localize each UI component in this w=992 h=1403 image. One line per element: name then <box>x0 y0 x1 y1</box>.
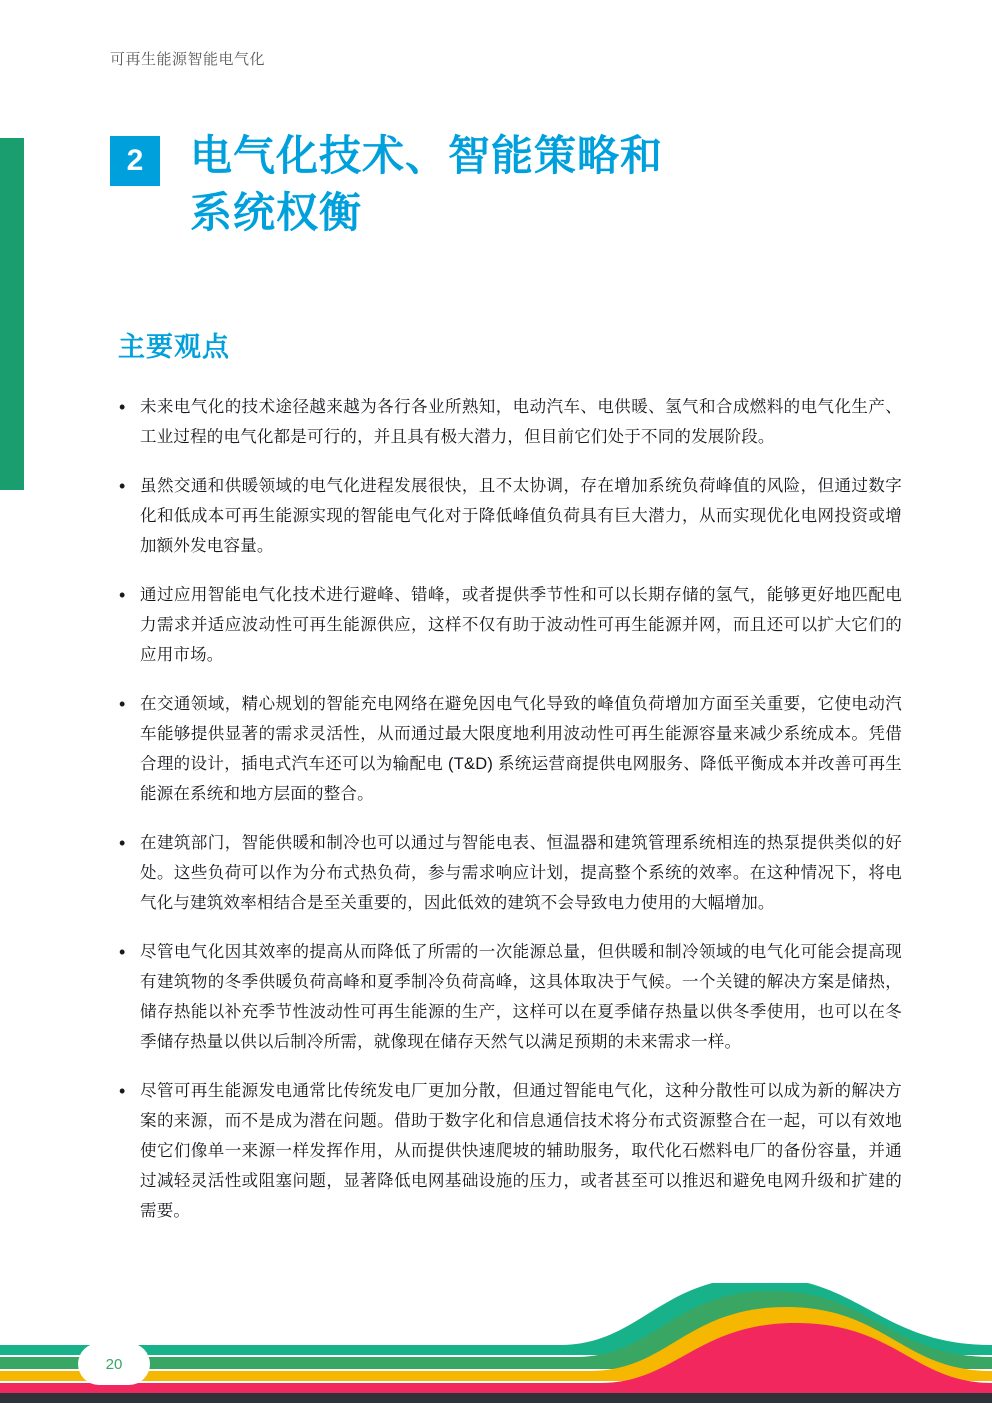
bullet-marker-icon: • <box>119 942 126 962</box>
list-item-text: 在建筑部门，智能供暖和制冷也可以通过与智能电表、恒温器和建筑管理系统相连的热泵提供类似的好处。这些负荷可以作为分布式热负荷，参与需求响应计划，提高整个系统的效率。在这种情况下，将电气化与建筑效率相结合是至关重要的，因此低效的建筑不会导致电力使用的大幅增加。 <box>140 834 902 912</box>
footer-decoration <box>0 1283 992 1403</box>
list-item <box>112 689 902 809</box>
left-accent-bar <box>0 138 24 490</box>
bullet-marker-icon: • <box>119 476 126 496</box>
list-item <box>112 392 902 452</box>
key-points-list <box>112 392 902 1245</box>
chapter-title-line-1: 电气化技术、智能策略和 <box>190 132 664 179</box>
chapter-title-line-2: 系统权衡 <box>190 188 363 236</box>
page-number: 20 <box>78 1343 150 1385</box>
list-item <box>112 937 902 1057</box>
running-header: 可再生能源智能电气化 <box>110 51 266 68</box>
list-item <box>112 1076 902 1226</box>
chapter-title <box>190 128 663 241</box>
chapter-heading <box>110 128 930 241</box>
chapter-number-badge: 2 <box>110 136 160 186</box>
list-item-text: 通过应用智能电气化技术进行避峰、错峰，或者提供季节性和可以长期存储的氢气，能够更好地匹配电力需求并适应波动性可再生能源供应，这样不仅有助于波动性可再生能源并网，而且还可以扩大它们的应用市场。 <box>140 586 902 664</box>
list-item <box>112 471 902 561</box>
list-item-text: 未来电气化的技术途径越来越为各行各业所熟知，电动汽车、电供暖、氢气和合成燃料的电气化生产、工业过程的电气化都是可行的，并且具有极大潜力，但目前它们处于不同的发展阶段。 <box>140 398 902 446</box>
footer-wave-graphic <box>0 1283 992 1403</box>
bullet-marker-icon: • <box>119 397 126 417</box>
list-item-text: 尽管电气化因其效率的提高从而降低了所需的一次能源总量，但供暖和制冷领域的电气化可能会提高现有建筑物的冬季供暖负荷高峰和夏季制冷负荷高峰，这具体取决于气候。一个关键的解决方案是储热，储存热能以补充季节性波动性可再生能源的生产，这样可以在夏季储存热量以供冬季使用，也可以在冬季储存热量以供以后制冷所需，就像现在储存天然气以满足预期的未来需求一样。 <box>140 943 902 1051</box>
bullet-marker-icon: • <box>119 1081 126 1101</box>
list-item-text: 虽然交通和供暖领域的电气化进程发展很快，且不太协调，存在增加系统负荷峰值的风险，但通过数字化和低成本可再生能源实现的智能电气化对于降低峰值负荷具有巨大潜力，从而实现优化电网投资或增加额外发电容量。 <box>140 477 902 555</box>
bullet-marker-icon: • <box>119 833 126 853</box>
section-heading: 主要观点 <box>118 332 230 362</box>
bullet-marker-icon: • <box>119 694 126 714</box>
bullet-marker-icon: • <box>119 585 126 605</box>
list-item <box>112 580 902 670</box>
list-item-text: 尽管可再生能源发电通常比传统发电厂更加分散，但通过智能电气化，这种分散性可以成为新的解决方案的来源，而不是成为潜在问题。借助于数字化和信息通信技术将分布式资源整合在一起，可以有效地使它们像单一来源一样发挥作用，从而提供快速爬坡的辅助服务，取代化石燃料电厂的备份容量，并通过减轻灵活性或阻塞问题，显著降低电网基础设施的压力，或者甚至可以推迟和避免电网升级和扩建的需要。 <box>140 1082 902 1220</box>
list-item-text: 在交通领域，精心规划的智能充电网络在避免因电气化导致的峰值负荷增加方面至关重要，它使电动汽车能够提供显著的需求灵活性，从而通过最大限度地利用波动性可再生能源容量来减少系统成本。凭借合理的设计，插电式汽车还可以为输配电 (T&D) 系统运营商提供电网服务、降低平衡成本并改善可再生能源在系统和地方层面的整合。 <box>140 695 902 803</box>
list-item <box>112 828 902 918</box>
